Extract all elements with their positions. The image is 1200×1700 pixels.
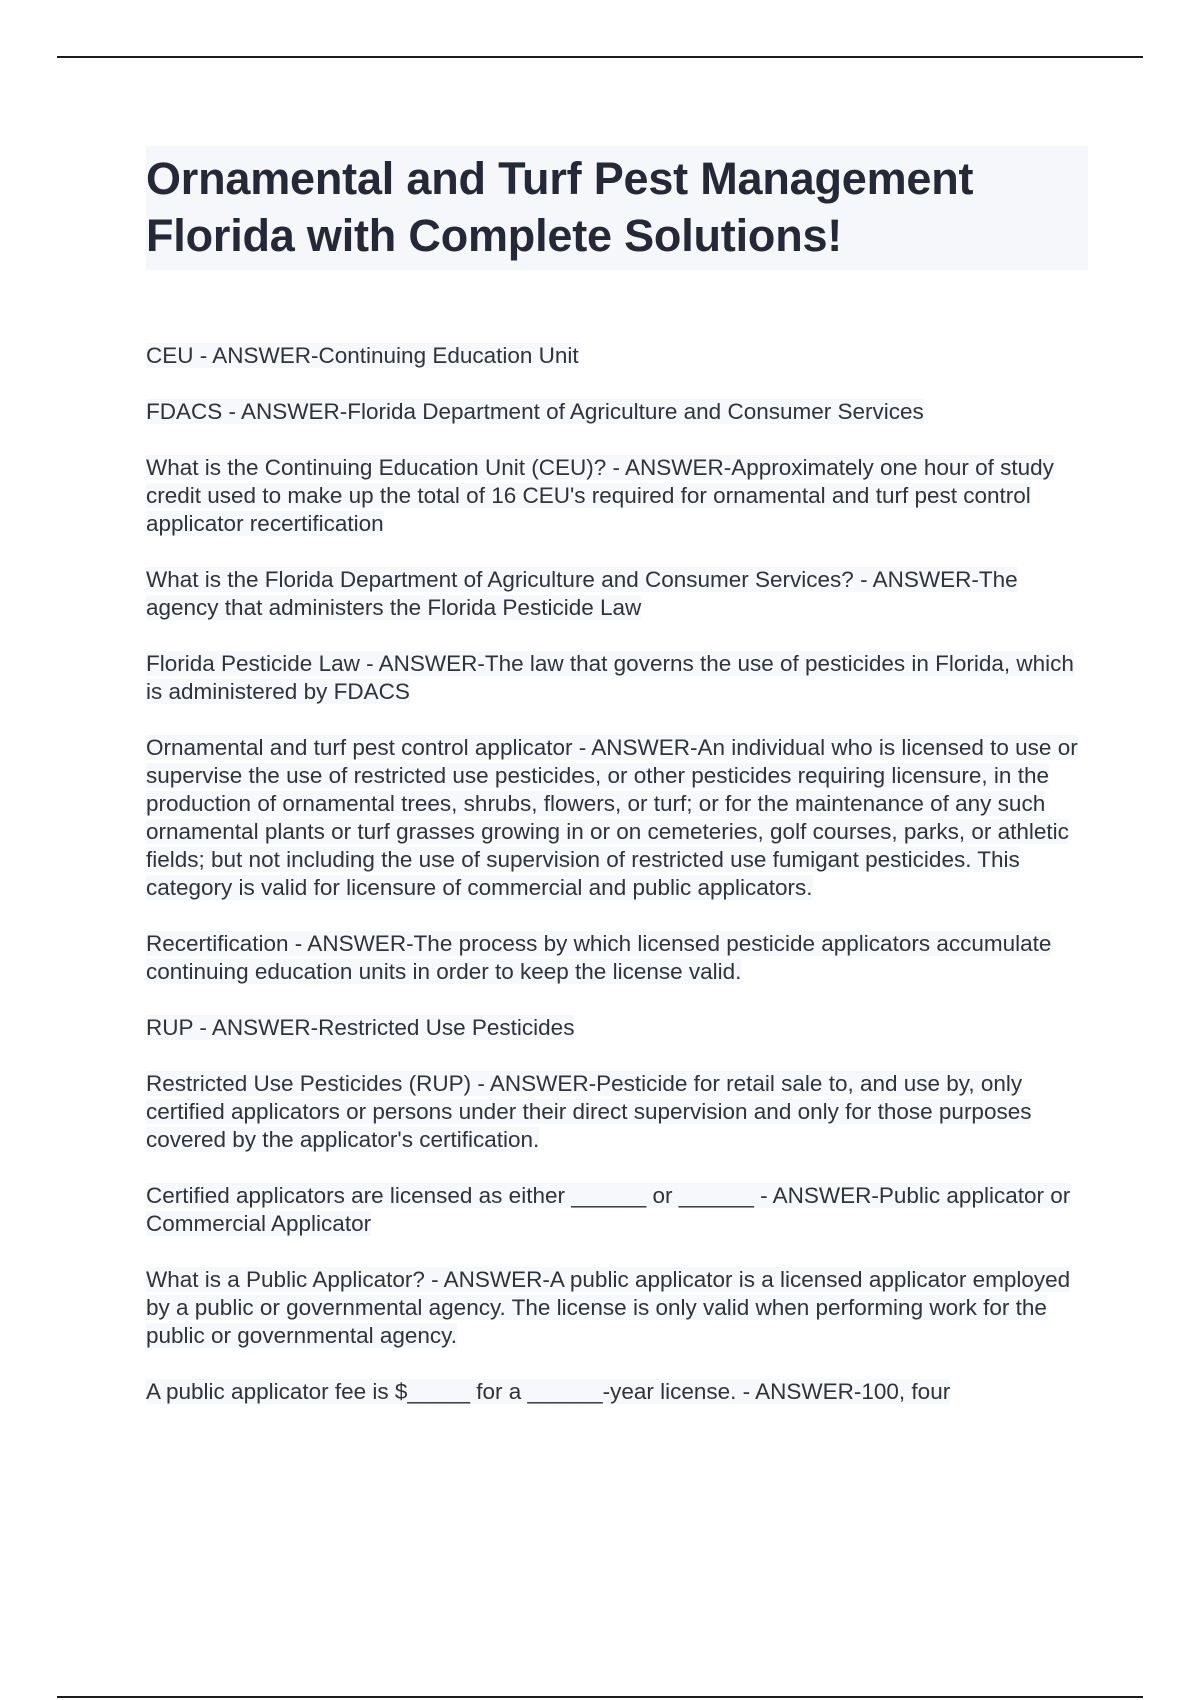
qa-text: Ornamental and turf pest control applicator - ANSWER-An individual who is licensed to use or supervise the use of restricted use pesticides, or other pesticides requiring licensure, in the production of ornamental trees, shrubs, flowers, or turf; or for the maintenance of any such ornamental plants or turf grasses growing in or on cemeteries, golf courses, parks, or athletic fields; but not including the use of supervision of restricted use fumigant pesticides. This category is valid for licensure of commercial and public applicators. — [146, 735, 1078, 900]
page-title: Ornamental and Turf Pest Management Florida with Complete Solutions! — [146, 153, 974, 261]
title-block — [146, 146, 1088, 270]
qa-text: CEU - ANSWER-Continuing Education Unit — [146, 343, 579, 368]
qa-text: FDACS - ANSWER-Florida Department of Agriculture and Consumer Services — [146, 399, 924, 424]
qa-text: What is the Florida Department of Agriculture and Consumer Services? - ANSWER-The agency that administers the Florida Pesticide Law — [146, 567, 1018, 620]
bottom-rule — [57, 1696, 1143, 1698]
qa-item — [146, 566, 1088, 622]
document-body — [146, 146, 1088, 1434]
qa-item — [146, 1014, 1088, 1042]
qa-text: What is a Public Applicator? - ANSWER-A public applicator is a licensed applicator employed by a public or governmental agency. The license is only valid when performing work for the public or governmental agency. — [146, 1267, 1071, 1348]
qa-item — [146, 734, 1088, 902]
qa-item — [146, 342, 1088, 370]
qa-text: Recertification - ANSWER-The process by which licensed pesticide applicators accumulate continuing education units in order to keep the license valid. — [146, 931, 1052, 984]
qa-text: Certified applicators are licensed as either ______ or ______ - ANSWER-Public applicator or Commercial Applicator — [146, 1183, 1071, 1236]
qa-item — [146, 1070, 1088, 1154]
qa-text: RUP - ANSWER-Restricted Use Pesticides — [146, 1015, 575, 1040]
qa-item — [146, 650, 1088, 706]
qa-list — [146, 342, 1088, 1406]
qa-text: Florida Pesticide Law - ANSWER-The law that governs the use of pesticides in Florida, which is administered by FDACS — [146, 651, 1074, 704]
qa-item — [146, 398, 1088, 426]
qa-item — [146, 1378, 1088, 1406]
top-rule — [57, 56, 1143, 58]
qa-item — [146, 1266, 1088, 1350]
qa-text: Restricted Use Pesticides (RUP) - ANSWER-Pesticide for retail sale to, and use by, only certified applicators or persons under their direct supervision and only for those purposes covered by the applicator's certification. — [146, 1071, 1032, 1152]
qa-text: What is the Continuing Education Unit (CEU)? - ANSWER-Approximately one hour of study credit used to make up the total of 16 CEU's required for ornamental and turf pest control applicator recertification — [146, 455, 1054, 536]
qa-item — [146, 454, 1088, 538]
qa-item — [146, 1182, 1088, 1238]
qa-item — [146, 930, 1088, 986]
qa-text: A public applicator fee is $_____ for a ______-year license. - ANSWER-100, four — [146, 1379, 951, 1404]
